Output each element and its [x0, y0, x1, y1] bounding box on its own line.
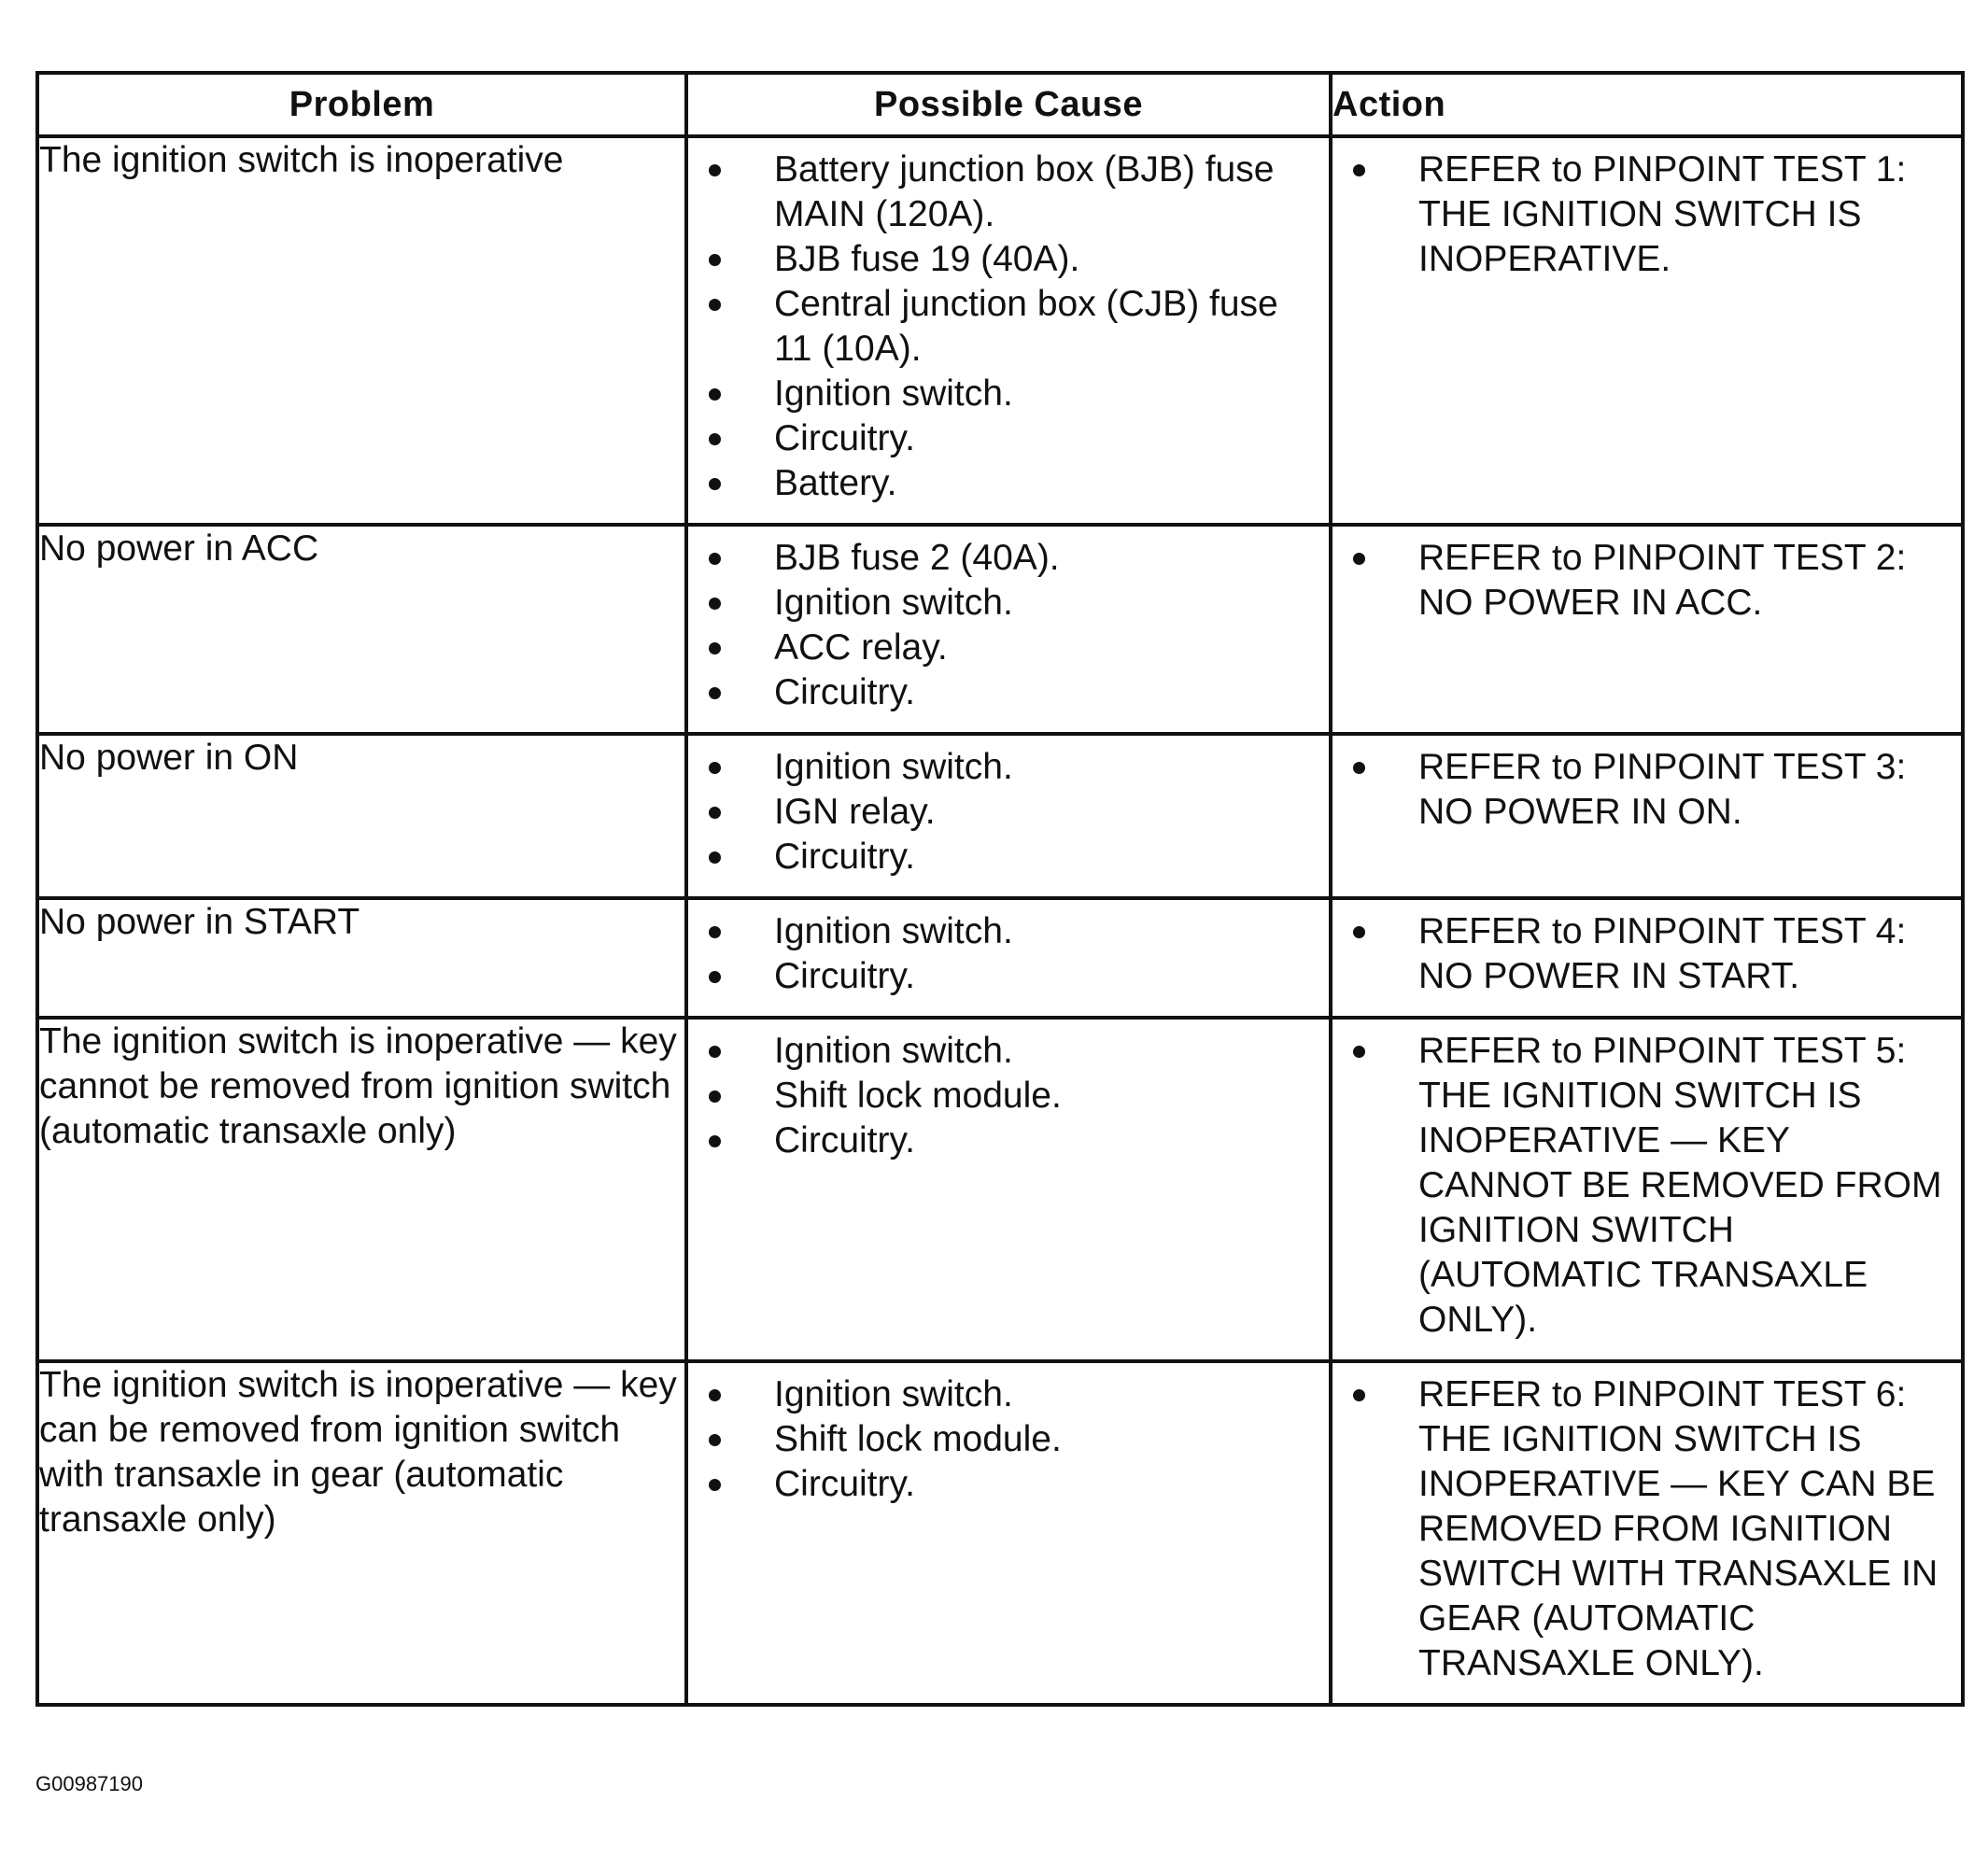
- cause-text: Ignition switch.: [774, 747, 1013, 787]
- possible-cause-cell: [686, 525, 1331, 734]
- cause-list-item: [688, 282, 1319, 372]
- cause-text: Circuitry.: [774, 837, 915, 877]
- table-row: [37, 734, 1963, 898]
- action-cell: [1331, 136, 1963, 525]
- cause-list-item: [688, 536, 1319, 581]
- action-list: [1332, 900, 1961, 1016]
- cause-list: [688, 138, 1329, 523]
- cause-text: Circuitry.: [774, 1464, 915, 1504]
- action-list-item: [1332, 1029, 1952, 1343]
- cause-list: [688, 736, 1329, 896]
- cause-list-item: [688, 372, 1319, 416]
- problem-cell: The ignition switch is inoperative: [37, 136, 686, 525]
- cause-text: Central junction box (CJB) fuse 11 (10A).: [774, 284, 1278, 369]
- bullet-icon: [709, 926, 721, 938]
- cause-text: Battery junction box (BJB) fuse MAIN (120A).: [774, 149, 1275, 234]
- action-list: [1332, 1020, 1961, 1359]
- header-action: Action: [1331, 73, 1963, 136]
- problem-cell: The ignition switch is inoperative — key can be removed from ignition switch with transaxle in gear (automatic transaxle only): [37, 1361, 686, 1705]
- action-list-item: [1332, 1372, 1952, 1686]
- bullet-icon: [709, 299, 721, 311]
- cause-list-item: [688, 670, 1319, 715]
- bullet-icon: [709, 807, 721, 819]
- action-list-item: [1332, 745, 1952, 835]
- bullet-icon: [709, 598, 721, 610]
- bullet-icon: [1353, 762, 1365, 774]
- cause-text: Ignition switch.: [774, 1374, 1013, 1414]
- cause-text: Shift lock module.: [774, 1076, 1062, 1116]
- cause-list-item: [688, 909, 1319, 954]
- action-list-item: [1332, 909, 1952, 999]
- cause-list-item: [688, 416, 1319, 461]
- cause-list-item: [688, 626, 1319, 670]
- bullet-icon: [709, 433, 721, 445]
- cause-list-item: [688, 148, 1319, 237]
- cause-list-item: [688, 1074, 1319, 1118]
- cause-list-item: [688, 237, 1319, 282]
- cause-list: [688, 527, 1329, 732]
- cause-list-item: [688, 461, 1319, 506]
- cause-text: IGN relay.: [774, 792, 936, 832]
- bullet-icon: [709, 1389, 721, 1401]
- table-row: [37, 525, 1963, 734]
- cause-list-item: [688, 835, 1319, 879]
- action-cell: [1331, 734, 1963, 898]
- problem-cell: No power in ON: [37, 734, 686, 898]
- bullet-icon: [1353, 926, 1365, 938]
- bullet-icon: [1353, 1046, 1365, 1058]
- bullet-icon: [1353, 1389, 1365, 1401]
- possible-cause-cell: [686, 734, 1331, 898]
- action-text: REFER to PINPOINT TEST 4: NO POWER IN START.: [1418, 911, 1907, 996]
- bullet-icon: [709, 1135, 721, 1147]
- bullet-icon: [709, 553, 721, 565]
- cause-text: ACC relay.: [774, 627, 948, 668]
- action-text: REFER to PINPOINT TEST 6: THE IGNITION SWITCH IS INOPERATIVE — KEY CAN BE REMOVED FROM IGNITION SWITCH WITH TRANSAXLE IN GEAR (AUTOMATIC TRANSAXLE ONLY).: [1418, 1374, 1939, 1683]
- header-row: [37, 73, 1963, 136]
- action-list: [1332, 527, 1961, 642]
- cause-list: [688, 900, 1329, 1016]
- bullet-icon: [1353, 164, 1365, 176]
- action-cell: [1331, 1361, 1963, 1705]
- bullet-icon: [1353, 553, 1365, 565]
- symptom-chart: [35, 71, 1961, 1707]
- symptom-table: [35, 71, 1965, 1707]
- bullet-icon: [709, 478, 721, 490]
- cause-text: Ignition switch.: [774, 373, 1013, 414]
- cause-text: Circuitry.: [774, 956, 915, 996]
- bullet-icon: [709, 1090, 721, 1103]
- cause-text: Shift lock module.: [774, 1419, 1062, 1459]
- action-list: [1332, 736, 1961, 851]
- header-possible-cause: Possible Cause: [686, 73, 1331, 136]
- possible-cause-cell: [686, 136, 1331, 525]
- cause-text: Battery.: [774, 463, 897, 503]
- cause-list-item: [688, 745, 1319, 790]
- cause-text: Ignition switch.: [774, 911, 1013, 951]
- cause-list-item: [688, 1462, 1319, 1507]
- problem-cell: No power in START: [37, 898, 686, 1018]
- possible-cause-cell: [686, 1018, 1331, 1361]
- possible-cause-cell: [686, 1361, 1331, 1705]
- action-text: REFER to PINPOINT TEST 3: NO POWER IN ON.: [1418, 747, 1907, 832]
- cause-list-item: [688, 581, 1319, 626]
- table-row: [37, 898, 1963, 1018]
- action-cell: [1331, 1018, 1963, 1361]
- bullet-icon: [709, 388, 721, 401]
- action-list: [1332, 1363, 1961, 1703]
- bullet-icon: [709, 164, 721, 176]
- action-text: REFER to PINPOINT TEST 2: NO POWER IN ACC.: [1418, 538, 1907, 623]
- bullet-icon: [709, 762, 721, 774]
- action-list: [1332, 138, 1961, 299]
- action-list-item: [1332, 148, 1952, 282]
- table-row: [37, 1018, 1963, 1361]
- cause-list-item: [688, 790, 1319, 835]
- cause-text: BJB fuse 2 (40A).: [774, 538, 1060, 578]
- bullet-icon: [709, 851, 721, 864]
- cause-list-item: [688, 954, 1319, 999]
- action-text: REFER to PINPOINT TEST 1: THE IGNITION SWITCH IS INOPERATIVE.: [1418, 149, 1907, 279]
- figure-id: G00987190: [35, 1772, 143, 1795]
- cause-list: [688, 1363, 1329, 1524]
- action-cell: [1331, 525, 1963, 734]
- cause-text: Ignition switch.: [774, 1031, 1013, 1071]
- cause-text: Circuitry.: [774, 1120, 915, 1161]
- cause-text: Ignition switch.: [774, 583, 1013, 623]
- problem-cell: The ignition switch is inoperative — key cannot be removed from ignition switch (automatic transaxle only): [37, 1018, 686, 1361]
- cause-list-item: [688, 1417, 1319, 1462]
- bullet-icon: [709, 642, 721, 654]
- cause-text: Circuitry.: [774, 672, 915, 712]
- table-row: [37, 1361, 1963, 1705]
- bullet-icon: [709, 1434, 721, 1446]
- cause-list-item: [688, 1372, 1319, 1417]
- possible-cause-cell: [686, 898, 1331, 1018]
- problem-cell: No power in ACC: [37, 525, 686, 734]
- action-text: REFER to PINPOINT TEST 5: THE IGNITION SWITCH IS INOPERATIVE — KEY CANNOT BE REMOVED FROM IGNITION SWITCH (AUTOMATIC TRANSAXLE ONLY).: [1418, 1031, 1942, 1340]
- bullet-icon: [709, 687, 721, 699]
- cause-list: [688, 1020, 1329, 1180]
- bullet-icon: [709, 1479, 721, 1491]
- table-body: [37, 136, 1963, 1705]
- bullet-icon: [709, 254, 721, 266]
- cause-list-item: [688, 1118, 1319, 1163]
- cause-list-item: [688, 1029, 1319, 1074]
- bullet-icon: [709, 971, 721, 983]
- action-list-item: [1332, 536, 1952, 626]
- header-problem: Problem: [37, 73, 686, 136]
- table-row: [37, 136, 1963, 525]
- cause-text: Circuitry.: [774, 418, 915, 458]
- bullet-icon: [709, 1046, 721, 1058]
- action-cell: [1331, 898, 1963, 1018]
- cause-text: BJB fuse 19 (40A).: [774, 239, 1080, 279]
